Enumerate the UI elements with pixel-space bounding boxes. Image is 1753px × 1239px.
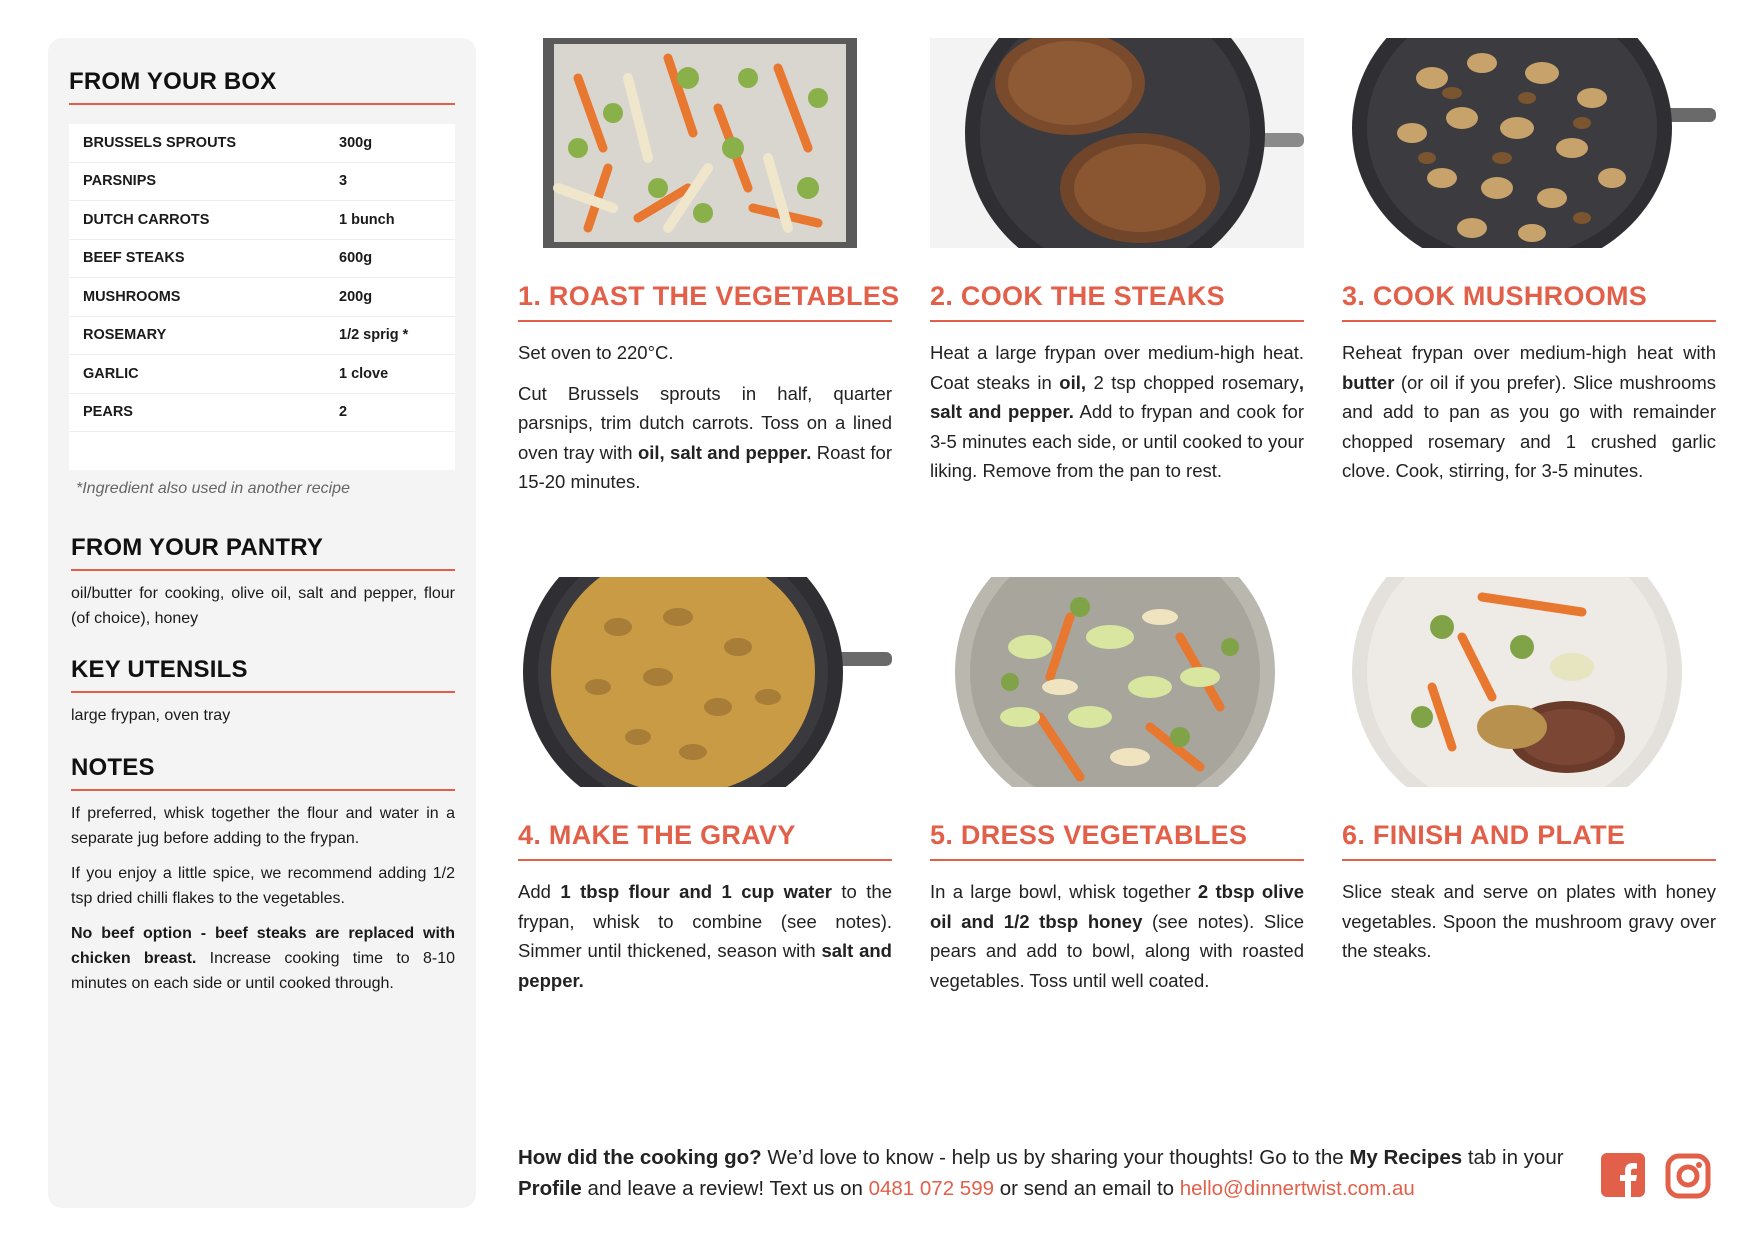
note-paragraph — [71, 921, 455, 996]
notes-heading: NOTES — [71, 754, 155, 781]
instruction-bold-text: oil, — [1059, 371, 1087, 393]
note-paragraph: If preferred, whisk together the flour and water in a separate jug before adding to the frypan. — [71, 805, 455, 847]
cook-steaks-photo — [930, 38, 1304, 248]
notes-body — [71, 801, 455, 1006]
step-2-paragraph — [930, 338, 1304, 486]
instruction-text: Add to frypan and cook for 3-5 minutes each side, or until cooked to your liking. Remove from the pan to rest. — [930, 401, 1304, 481]
step-divider — [1342, 320, 1716, 322]
ingredient-row — [69, 355, 455, 394]
heading-divider — [71, 789, 455, 791]
ingredient-row — [69, 163, 455, 202]
instruction-text: to the frypan, whisk to combine (see notes). Simmer until thickened, season with — [518, 881, 892, 961]
instruction-bold-text: oil, salt and pepper. — [637, 441, 812, 463]
instruction-text: Add — [518, 881, 561, 902]
step-6-paragraph: Slice steak and serve on plates with honey vegetables. Spoon the mushroom gravy over the steaks. — [1342, 881, 1716, 961]
instruction-text: In a large bowl, whisk together — [930, 881, 1198, 902]
key-utensils-heading: KEY UTENSILS — [71, 656, 248, 683]
footer-text: and leave a review! Text us on — [581, 1177, 869, 1200]
my-recipes-link[interactable]: My Recipes — [1349, 1146, 1463, 1169]
email-link[interactable]: hello@dinnertwist.com.au — [1179, 1177, 1415, 1200]
ingredient-quantity: 200g — [339, 288, 373, 305]
from-your-pantry-heading: FROM YOUR PANTRY — [71, 534, 324, 561]
step-3-instructions — [1342, 338, 1716, 486]
instruction-bold-text: 1 tbsp flour and 1 cup water — [560, 881, 832, 902]
step-2-instructions — [930, 338, 1304, 486]
instruction-text: Cut Brussels sprouts in half, quarter parsnips, trim dutch carrots. Toss on a lined oven tray with — [518, 382, 892, 463]
step-1-paragraph: Set oven to 220°C. — [518, 342, 674, 363]
ingredient-row — [69, 240, 455, 279]
step-divider — [930, 320, 1304, 322]
feedback-footer — [518, 1142, 1578, 1204]
ingredient-quantity: 1 bunch — [339, 211, 395, 228]
ingredient-quantity: 600g — [339, 250, 373, 267]
ingredient-name: ROSEMARY — [83, 327, 167, 344]
step-2-title: 2. COOK THE STEAKS — [930, 281, 1225, 311]
step-divider — [518, 859, 892, 861]
step-3-paragraph — [1342, 338, 1716, 486]
instagram-icon[interactable] — [1665, 1153, 1711, 1199]
ingredient-quantity: 300g — [339, 134, 373, 151]
note-paragraph: If you enjoy a little spice, we recommend adding 1/2 tsp dried chilli flakes to the vegetables. — [71, 865, 455, 907]
ingredient-quantity: 1/2 sprig * — [339, 327, 409, 344]
step-4 — [518, 577, 892, 1006]
ingredient-name: PARSNIPS — [83, 173, 157, 190]
instruction-text: (or oil if you prefer). Slice mushrooms and add to pan as you go with remainder chopped rosemary and 1 crushed garlic clove. Cook, stirring, for 3-5 minutes. — [1342, 371, 1716, 481]
instruction-text: (see notes). Slice pears and add to bowl, along with roasted vegetables. Toss until well coated. — [930, 910, 1304, 991]
ingredient-name: BRUSSELS SPROUTS — [83, 134, 237, 151]
note-bold-text: No beef option - beef steaks are replaced with chicken breast. — [71, 925, 455, 967]
ingredient-quantity: 1 clove — [339, 365, 389, 382]
step-4-instructions — [518, 877, 892, 995]
profile-link[interactable]: Profile — [518, 1177, 582, 1200]
footer-text: or send an email to — [994, 1177, 1180, 1200]
step-1-title: 1. ROAST THE VEGETABLES — [518, 281, 900, 311]
dress-vegetables-photo — [930, 577, 1304, 787]
make-gravy-photo — [518, 577, 892, 787]
instruction-bold-text: , salt and pepper. — [930, 371, 1304, 422]
facebook-icon[interactable] — [1601, 1153, 1645, 1197]
instruction-bold-text: salt and pepper. — [518, 940, 892, 991]
instruction-bold-text: 2 tbsp olive oil and 1/2 tbsp honey — [930, 881, 1304, 932]
ingredient-row — [69, 317, 455, 356]
step-divider — [1342, 859, 1716, 861]
utensil-items: large frypan, oven tray — [71, 707, 231, 724]
step-3 — [1342, 38, 1716, 497]
ingredient-row — [69, 201, 455, 240]
pantry-items: oil/butter for cooking, olive oil, salt and pepper, flour (of choice), honey — [71, 585, 455, 627]
ingredient-name: PEARS — [83, 404, 133, 421]
step-4-paragraph — [518, 877, 892, 995]
step-5-instructions — [930, 877, 1304, 995]
from-your-box-heading: FROM YOUR BOX — [69, 68, 277, 95]
ingredient-name: MUSHROOMS — [83, 288, 181, 305]
phone-number-link[interactable]: 0481 072 599 — [868, 1177, 994, 1200]
instruction-text: Reheat frypan over medium-high heat with — [1342, 342, 1716, 363]
heading-divider — [69, 103, 455, 105]
ingredient-footnote: *Ingredient also used in another recipe — [76, 480, 350, 497]
footer-text: We’d love to know - help us by sharing your thoughts! Go to the — [761, 1146, 1350, 1169]
roast-vegetables-photo — [518, 38, 892, 248]
step-4-title: 4. MAKE THE GRAVY — [518, 820, 796, 850]
instruction-bold-text: butter — [1342, 371, 1395, 393]
ingredient-row — [69, 278, 455, 317]
ingredients-sidebar — [48, 38, 476, 1208]
step-5-title: 5. DRESS VEGETABLES — [930, 820, 1248, 850]
ingredient-row — [69, 394, 455, 433]
heading-divider — [71, 691, 455, 693]
step-2 — [930, 38, 1304, 497]
instruction-text: Heat a large frypan over medium-high heat. Coat steaks in — [930, 342, 1304, 393]
step-1-instructions — [518, 338, 892, 497]
ingredient-quantity: 2 — [339, 404, 348, 421]
step-6-title: 6. FINISH AND PLATE — [1342, 820, 1626, 850]
step-divider — [930, 859, 1304, 861]
ingredient-name: DUTCH CARROTS — [83, 211, 210, 228]
instruction-text: 2 tsp chopped rosemary — [1086, 371, 1299, 393]
instruction-text: Roast for 15-20 minutes. — [518, 441, 892, 492]
note-text: Increase cooking time to 8-10 minutes on each side or until cooked through. — [71, 950, 455, 992]
step-6-instructions — [1342, 877, 1716, 966]
step-1 — [518, 38, 900, 508]
finish-and-plate-photo — [1342, 577, 1716, 787]
step-5 — [930, 577, 1304, 1006]
cook-mushrooms-photo — [1342, 38, 1716, 248]
ingredient-table — [69, 124, 455, 470]
heading-divider — [71, 569, 455, 571]
feedback-question: How did the cooking go? — [518, 1146, 762, 1169]
step-3-title: 3. COOK MUSHROOMS — [1342, 281, 1648, 311]
step-divider — [518, 320, 892, 322]
step-5-paragraph — [930, 877, 1304, 995]
ingredient-row — [69, 124, 455, 163]
step-1-paragraph — [518, 379, 892, 497]
ingredient-name: BEEF STEAKS — [83, 250, 185, 267]
ingredient-name: GARLIC — [83, 365, 139, 382]
footer-text: tab in your — [1462, 1146, 1564, 1169]
ingredient-quantity: 3 — [339, 173, 348, 190]
step-6 — [1342, 577, 1716, 977]
